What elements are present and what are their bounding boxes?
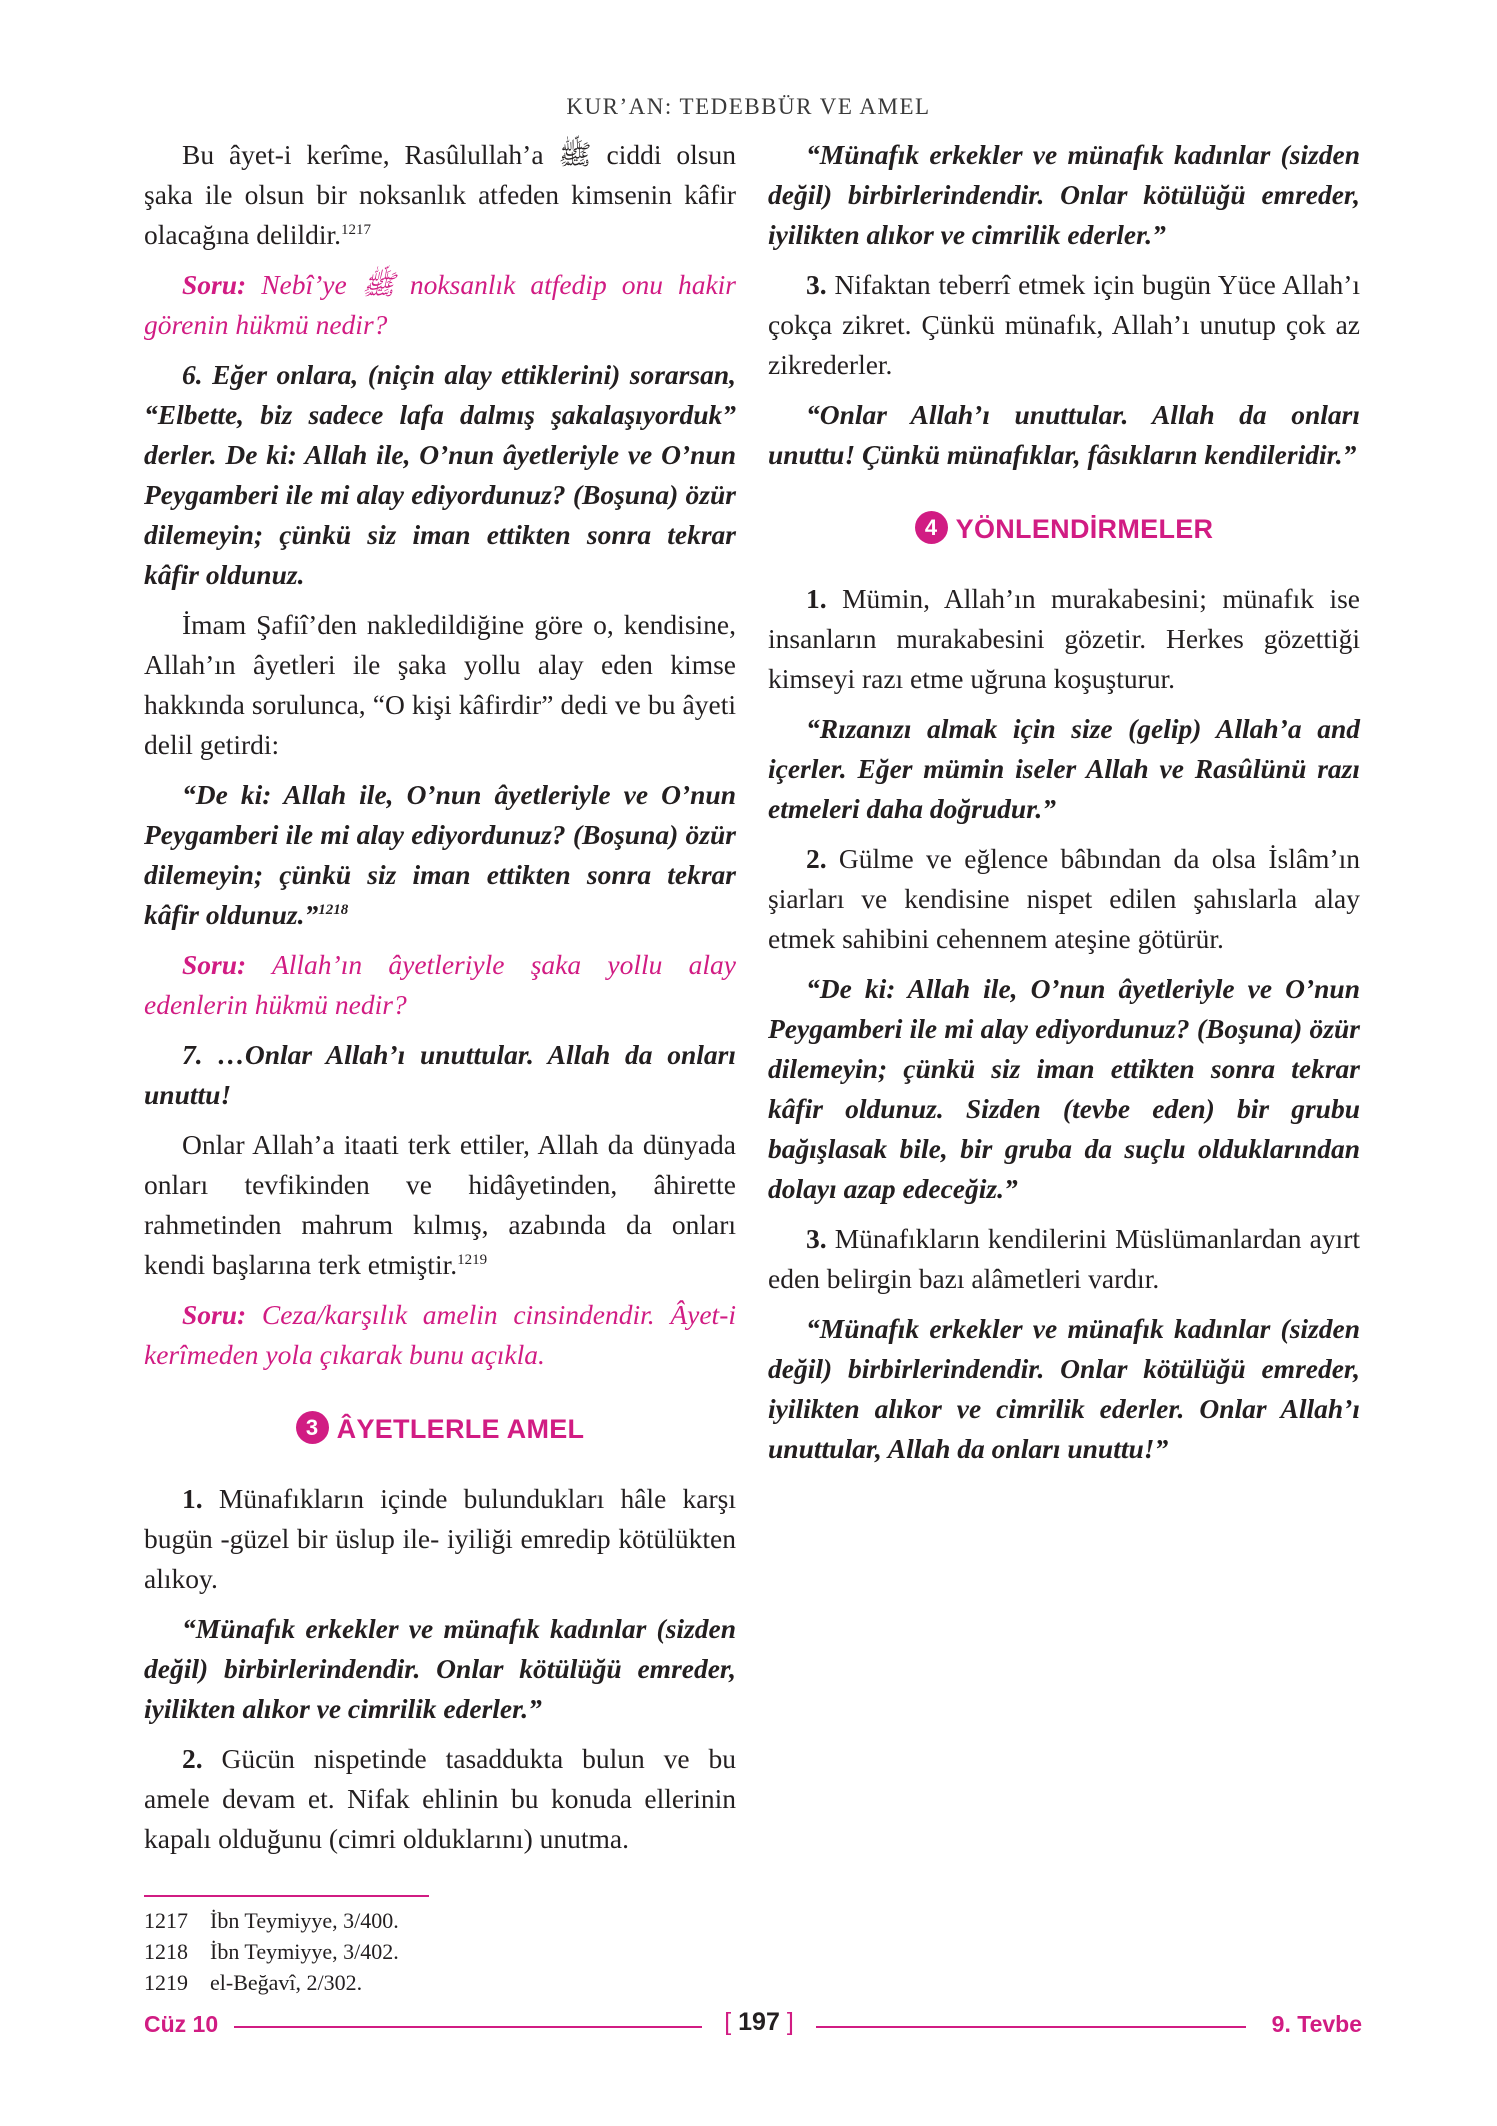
paragraph: 3. Münafıkların kendilerini Müslümanlardan ayırt eden belirgin bazı alâmetleri vardır. — [768, 1223, 1360, 1294]
quote-verse: “De ki: Allah ile, O’nun âyetleriyle ve O’nun Peygamberi ile mi alay ediyordunuz? (Boşuna) özür dilemeyin; çünkü siz iman ettikten sonra tekrar kâfir oldunuz. Sizden (tevbe eden) bir grubu bağışlasak bile, bir gruba da suçlu olduklarından dolayı azap edeceğiz.” — [768, 973, 1360, 1204]
quote-verse: “De ki: Allah ile, O’nun âyetleriyle ve O’nun Peygamberi ile mi alay ediyordunuz? (Boşuna) özür dilemeyin; çünkü siz iman ettikten sonra tekrar kâfir oldunuz.”$^{1218}$ — [144, 779, 736, 930]
paragraph: 2. Gülme ve eğlence bâbından da olsa İslâm’ın şiarları ve kendisine nispet edilen şahıslarla alay etmek sahibini cehennem ateşine götürür. — [768, 843, 1360, 954]
paragraph: Onlar Allah’a itaati terk ettiler, Allah da dünyada onları tevfikinden ve hidâyetinden, âhirette rahmetinden mahrum kılmış, azabında da onları kendi başlarına terk etmiştir.$^{1219}$ — [144, 1129, 736, 1280]
quote-verse: “Rızanızı almak için size (gelip) Allah’a and içerler. Eğer mümin iseler Allah ve Rasûlünü razı etmeleri daha doğrudur.” — [768, 713, 1360, 824]
section-number-badge: 4 — [915, 511, 948, 544]
sure-label: 9. Tevbe — [1271, 2011, 1362, 2037]
page-footer — [144, 2008, 1362, 2044]
paragraph: İmam Şafiî’den nakledildiğine göre o, kendisine, Allah’ın âyetleri ile şaka yollu alay eden kimse hakkında sorulunca, “O kişi kâfirdir” dedi ve bu âyeti delil getirdi: — [144, 609, 736, 760]
quote-verse: “Onlar Allah’ı unuttular. Allah da onları unuttu! Çünkü münafıklar, fâsıkların kendileridir.” — [768, 399, 1360, 470]
running-header: KUR’AN: TEDEBBÜR VE AMEL — [566, 94, 931, 119]
footer-rule-left — [234, 2026, 702, 2028]
footer-rule-right — [816, 2026, 1246, 2028]
ayah-verse: 6. Eğer onlara, (niçin alay ettiklerini) sorarsan, “Elbette, biz sadece lafa dalmış şakalaşıyorduk” derler. De ki: Allah ile, O’nun âyetleriyle ve O’nun Peygamberi ile mi alay ediyordunuz? (Boşuna) özür dilemeyin; çünkü siz iman ettikten sonra tekrar kâfir oldunuz. — [144, 359, 736, 590]
footnote-divider — [144, 1895, 429, 1897]
left-column — [144, 135, 736, 1869]
paragraph: 1. Mümin, Allah’ın murakabesini; münafık ise insanların murakabesini gözetir. Herkes gözettiği kimseyi razı etme uğruna koşuşturur. — [768, 583, 1360, 694]
paragraph: 3. Nifaktan teberrî etmek için bugün Yüce Allah’ı çokça zikret. Çünkü münafık, Allah’ı unutup çok az zikrederler. — [768, 269, 1360, 380]
ayah-verse: 7. …Onlar Allah’ı unuttular. Allah da onları unuttu! — [144, 1039, 736, 1110]
page-number: [ 197 ] — [724, 2008, 794, 2036]
footnote-item: 1217 İbn Teymiyye, 3/400. — [144, 1908, 399, 1933]
footnote-ref[interactable]: 1217 — [341, 221, 372, 238]
question-prompt: Soru: Ceza/karşılık amelin cinsindendir. Âyet-i kerîmeden yola çıkarak bunu açıkla. — [144, 1299, 736, 1370]
quote-verse: “Münafık erkekler ve münafık kadınlar (sizden değil) birbirlerindendir. Onlar kötülüğü emreder, iyilikten alıkor ve cimrilik ederler.” — [768, 139, 1360, 250]
quote-verse: “Münafık erkekler ve münafık kadınlar (sizden değil) birbirlerindendir. Onlar kötülüğü emreder, iyilikten alıkor ve cimrilik ederler. Onlar Allah’ı unuttular, Allah da onları unuttu!” — [768, 1313, 1360, 1464]
right-column — [768, 135, 1360, 1479]
question-prompt: Soru: Allah’ın âyetleriyle şaka yollu alay edenlerin hükmü nedir? — [144, 949, 736, 1020]
paragraph: 2. Gücün nispetinde tasadduktа bulun ve bu amele devam et. Nifak ehlinin bu konuda ellerinin kapalı olduğunu (cimri olduklarını) unutma. — [144, 1743, 736, 1854]
footnotes — [144, 1905, 399, 1998]
footnote-item: 1218 İbn Teymiyye, 3/402. — [144, 1939, 399, 1964]
footnote-ref[interactable]: 1219 — [457, 1251, 488, 1268]
paragraph: 1. Münafıkların içinde bulundukları hâle karşı bugün -güzel bir üslup ile- iyiliği emredip kötülükten alıkoy. — [144, 1483, 736, 1594]
section-heading-ayetlerle-amel: 3 ÂYETLERLE AMEL — [144, 1409, 736, 1449]
section-number-badge: 3 — [296, 1411, 329, 1444]
quote-verse: “Münafık erkekler ve münafık kadınlar (sizden değil) birbirlerindendir. Onlar kötülüğü emreder, iyilikten alıkor ve cimrilik ederler.” — [144, 1613, 736, 1724]
section-heading-yonlendirmeler: 4 YÖNLENDİRMELER — [768, 509, 1360, 549]
footnote-ref[interactable]: 1218 — [318, 901, 349, 918]
paragraph: Bu âyet-i kerîme, Rasûlullah’a ﷺ ciddi olsun şaka ile olsun bir noksanlık atfeden kimsenin kâfir olacağına delildir.$^{1217}$ — [144, 139, 736, 250]
question-prompt: Soru: Nebî’ye ﷺ noksanlık atfedip onu hakir görenin hükmü nedir? — [144, 269, 736, 340]
footnote-item: 1219 el-Beğavî, 2/302. — [144, 1970, 363, 1995]
cuz-label: Cüz 10 — [144, 2011, 219, 2037]
